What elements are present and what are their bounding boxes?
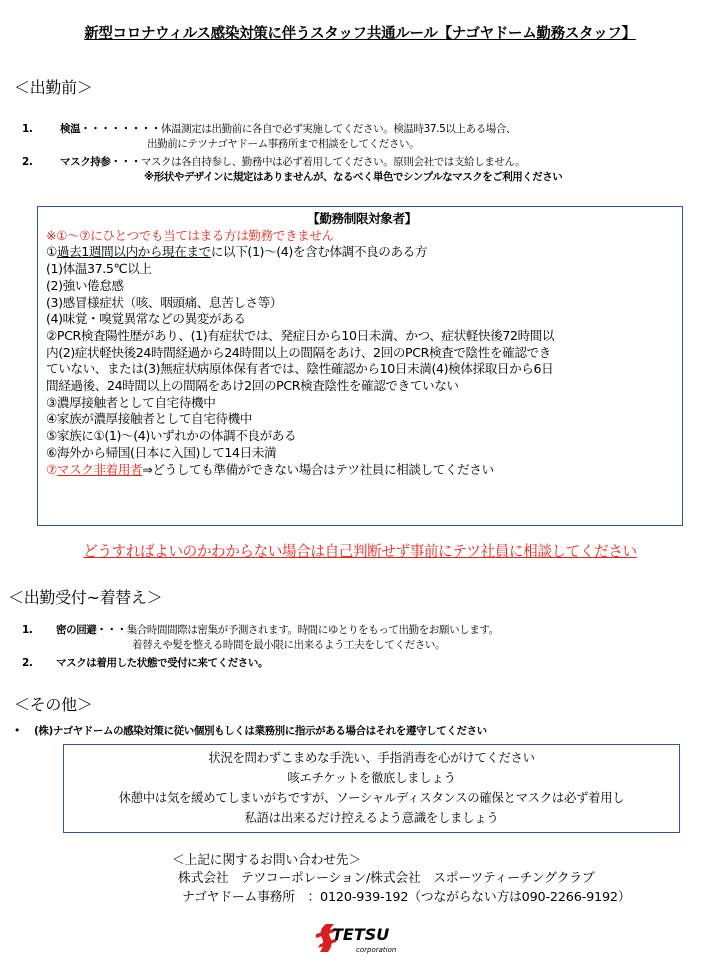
mask-noncompliant-label: マスク非着用者: [56, 461, 143, 477]
symptom-2: (2)強い倦怠感: [46, 277, 124, 293]
logo-sub: corporation: [356, 946, 397, 954]
item-note: ※形状やデザインに規定はありませんが、なるべく単色でシンプルなマスクをご利用ください: [144, 171, 563, 183]
item-text: 体温測定は出勤前に各自で必ず実施してください。検温時37.5以上ある場合、: [161, 123, 517, 135]
section-heading-reception: ＜出勤受付~着替え＞: [8, 588, 163, 607]
restriction-item-2-line: 間経過後、24時間以上の間隔をあけ2回のPCR検査陰性を確認できていない: [46, 378, 459, 394]
item-dots: ・・・: [110, 156, 141, 168]
page-title: 新型コロナウィルス感染対策に伴うスタッフ共通ルール【ナゴヤドーム勤務スタッフ】: [84, 26, 636, 42]
hygiene-line: 私語は出来るだけ控えるよう意識をしましょう: [244, 810, 499, 825]
consult-warning: どうすればよいのかわからない場合は自己判断せず事前にテツ社員に相談してください: [83, 543, 637, 560]
symptom-3: (3)感冒様症状（咳、咽頭痛、息苦しさ等）: [46, 294, 283, 310]
tetsu-logo-icon: [316, 918, 398, 958]
item-label: マスクは着用した状態で受付に来てください。: [56, 657, 269, 669]
item-number: ⑦: [46, 461, 57, 477]
item-text: に以下(1)～(4)を含む体調不良のある方: [210, 244, 428, 260]
item-label: 検温: [60, 123, 81, 135]
restriction-warning: ※①～⑦にひとつでも当てはまる方は勤務できません: [46, 227, 334, 243]
reception-item-2: [22, 656, 268, 671]
restriction-item-3: ③濃厚接触者として自宅待機中: [46, 394, 216, 410]
before-item-1: [22, 122, 516, 152]
item-number: ①: [46, 244, 57, 260]
item-label: 密の回避: [56, 624, 97, 636]
restriction-box: [37, 206, 683, 526]
item-number: 2.: [22, 156, 33, 168]
hygiene-line: 咳エチケットを徹底しましょう: [287, 770, 456, 785]
hygiene-line: 休憩中は気を緩めてしまいがちですが、ソーシャルディスタンスの確保とマスクは必ず着用し: [118, 790, 625, 805]
section-heading-other: ＜その他＞: [14, 695, 93, 714]
restriction-heading: 【勤務制限対象者】: [307, 211, 417, 226]
contact-company: 株式会社 テツコーポレーション/株式会社 スポーツティーチングクラブ: [178, 871, 595, 887]
restriction-item-5: ⑤家族に①(1)～(4)いずれかの体調不良がある: [46, 428, 297, 444]
item-number: 1.: [22, 624, 33, 636]
item-text-continued: 出勤前にテツナゴヤドーム事務所まで相談をしてください。: [147, 138, 420, 150]
symptom-1: (1)体温37.5℃以上: [46, 261, 152, 277]
hygiene-line: 状況を問わずこまめな手洗い、手指消毒を心がけてください: [208, 750, 535, 765]
item-number: 2.: [22, 657, 33, 669]
symptom-4: (4)味覚・嗅覚異常などの異変がある: [46, 311, 246, 327]
restriction-item-2-line: ②PCR検査陽性歴があり、(1)有症状では、発症日から10日未満、かつ、症状軽快後72時間以: [46, 327, 555, 343]
logo-word: TETSU: [332, 925, 390, 944]
restriction-item-1: [46, 244, 678, 261]
item-text: ⇒どうしても準備ができない場合はテツ社員に相談してください: [142, 461, 494, 477]
hygiene-box: [63, 744, 680, 833]
restriction-item-2-line: 内(2)症状軽快後24時間経過から24時間以上の間隔をあけ、2回のPCR検査で陰性を確認でき: [46, 344, 551, 360]
tetsu-logo: [316, 918, 398, 958]
item-dots: ・・・・・・・・: [80, 123, 162, 135]
section-heading-before-work: ＜出勤前＞: [14, 78, 93, 97]
item-text: 集合時間間際は密集が予測されます。時間にゆとりをもって出勤をお願いします。: [126, 624, 499, 636]
item-label: マスク持参: [60, 156, 111, 168]
item-number: 1.: [22, 123, 33, 135]
item-dots: ・・・: [96, 624, 127, 636]
before-item-2: [22, 155, 562, 185]
other-item: [14, 724, 487, 739]
restriction-item-6: ⑥海外から帰国(日本に入国)して14日未満: [46, 444, 277, 460]
contact-office: ナゴヤドーム事務所 ：0120-939-192（つながらない方は090-2266-9192）: [182, 889, 631, 905]
contact-block: [172, 852, 630, 907]
other-item-text: (株)ナゴヤドームの感染対策に従い個別もしくは業務別に指示がある場合はそれを遵守してください: [34, 725, 487, 737]
reception-item-1: [22, 623, 499, 653]
restriction-item-4: ④家族が濃厚接触者として自宅待機中: [46, 411, 252, 427]
period-underlined: 過去1週間以内から現在まで: [56, 244, 211, 260]
item-text-continued: 着替えや髪を整える時間を最小限に出来るよう工夫をしてください。: [132, 639, 446, 651]
contact-heading: ＜上記に関するお問い合わせ先＞: [172, 853, 361, 868]
item-text: マスクは各自持参し、勤務中は必ず着用してください。原則会社では支給しません。: [140, 156, 526, 168]
bullet: •: [14, 725, 20, 737]
restriction-item-2-line: ていない、または(3)無症状病原体保有者では、陰性確認から10日未満(4)検体採取日から6日: [46, 361, 554, 377]
restriction-item-7: [46, 462, 678, 479]
